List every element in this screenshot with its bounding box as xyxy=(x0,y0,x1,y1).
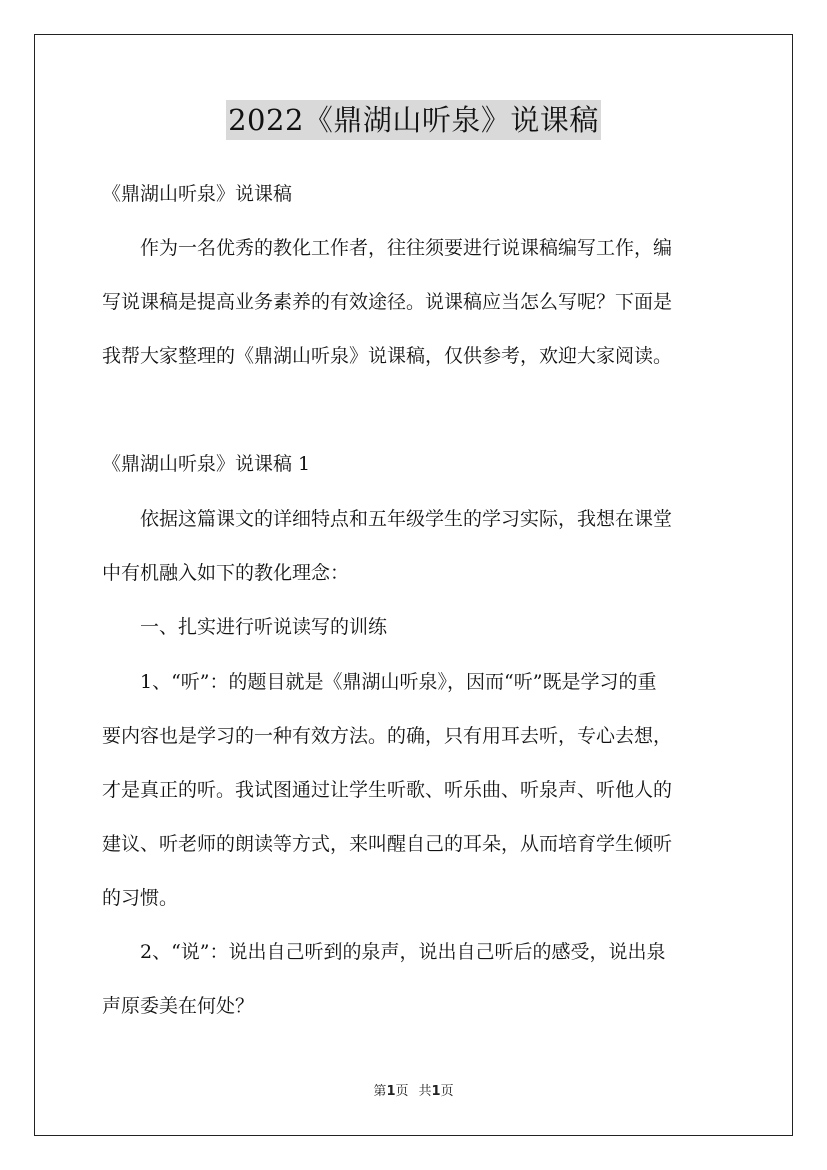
body-line-10: 声原委美在何处？ xyxy=(102,995,255,1017)
page-footer xyxy=(0,1083,827,1101)
document-title: 2022《鼎湖山听泉》说课稿 xyxy=(226,100,601,140)
page-current: 1 xyxy=(386,1084,396,1099)
body-line-1: 依据这篇课文的详细特点和五年级学生的学习实际，我想在课堂 xyxy=(102,508,673,530)
intro-line-2: 写说课稿是提高业务素养的有效途径。说课稿应当怎么写呢？下面是 xyxy=(102,291,673,313)
body-line-2: 中有机融入如下的教化理念： xyxy=(102,562,350,584)
body-line-7: 建议、听老师的朗读等方式，来叫醒自己的耳朵，从而培育学生倾听 xyxy=(102,833,673,855)
body-line-5: 要内容也是学习的一种有效方法。的确，只有用耳去听，专心去想， xyxy=(102,725,673,747)
body-line-9: 2、“说”：说出自己听到的泉声，说出自己听后的感受，说出泉 xyxy=(102,941,666,963)
body-line-6: 才是真正的听。我试图通过让学生听歌、听乐曲、听泉声、听他人的 xyxy=(102,779,673,801)
page-prefix: 第 xyxy=(373,1084,387,1099)
intro-line-1: 作为一名优秀的教化工作者，往往须要进行说课稿编写工作，编 xyxy=(102,237,673,259)
body-line-8: 的习惯。 xyxy=(102,887,179,909)
total-prefix: 共 xyxy=(418,1084,432,1099)
page-suffix: 页 xyxy=(395,1084,409,1099)
body-line-3: 一、扎实进行听说读写的训练 xyxy=(102,616,388,638)
section-heading: 《鼎湖山听泉》说课稿 1 xyxy=(102,453,311,475)
subtitle-line: 《鼎湖山听泉》说课稿 xyxy=(102,183,293,205)
intro-line-3: 我帮大家整理的《鼎湖山听泉》说课稿，仅供参考，欢迎大家阅读。 xyxy=(102,345,673,367)
title-container xyxy=(0,100,827,140)
body-line-4: 1、“听”：的题目就是《鼎湖山听泉》，因而“听”既是学习的重 xyxy=(102,671,657,693)
total-suffix: 页 xyxy=(440,1084,454,1099)
total-pages: 1 xyxy=(431,1084,441,1099)
